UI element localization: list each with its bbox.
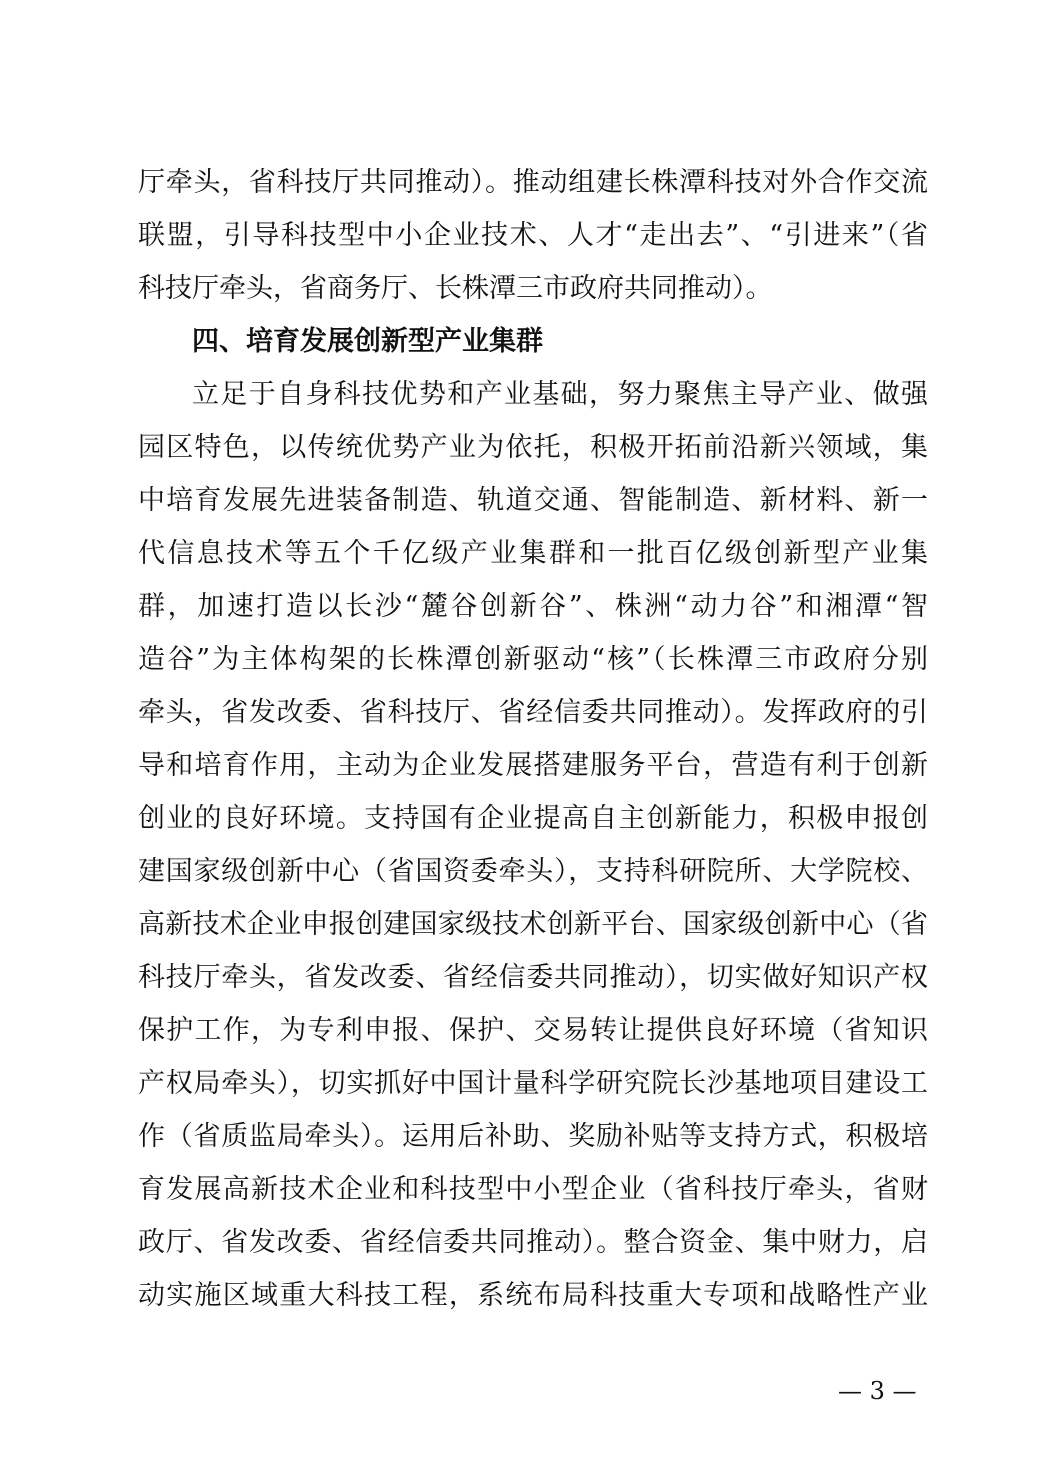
body-text	[138, 156, 928, 1322]
text-line: 作（省质监局牵头）。运用后补助、奖励补贴等支持方式，积极培	[138, 1121, 928, 1152]
text-line: 高新技术企业申报创建国家级技术创新平台、国家级创新中心（省	[138, 909, 928, 940]
section-heading: 四、培育发展创新型产业集群	[192, 326, 543, 357]
text-line: 动实施区域重大科技工程，系统布局科技重大专项和战略性产业	[138, 1280, 928, 1311]
text-line: 保护工作，为专利申报、保护、交易转让提供良好环境（省知识	[138, 1015, 928, 1046]
text-line: 群，加速打造以长沙“麓谷创新谷”、株洲“动力谷”和湘潭“智	[138, 591, 928, 622]
text-line: 园区特色，以传统优势产业为依托，积极开拓前沿新兴领域，集	[138, 432, 928, 463]
text-line: 政厅、省发改委、省经信委共同推动）。整合资金、集中财力，启	[138, 1227, 928, 1258]
text-line: 科技厅牵头，省发改委、省经信委共同推动），切实做好知识产权	[138, 962, 928, 993]
text-line: 牵头，省发改委、省科技厅、省经信委共同推动）。发挥政府的引	[138, 697, 928, 728]
text-line: 导和培育作用，主动为企业发展搭建服务平台，营造有利于创新	[138, 750, 928, 781]
text-line: 中培育发展先进装备制造、轨道交通、智能制造、新材料、新一	[138, 485, 928, 516]
text-line: 立足于自身科技优势和产业基础，努力聚焦主导产业、做强	[192, 379, 928, 410]
text-line: 育发展高新技术企业和科技型中小型企业（省科技厅牵头，省财	[138, 1174, 928, 1205]
text-line: 产权局牵头），切实抓好中国计量科学研究院长沙基地项目建设工	[138, 1068, 928, 1099]
text-line: 联盟，引导科技型中小企业技术、人才“走出去”、“引进来”（省	[138, 220, 928, 251]
text-line: 厅牵头，省科技厅共同推动）。推动组建长株潭科技对外合作交流	[138, 167, 928, 198]
text-line: 代信息技术等五个千亿级产业集群和一批百亿级创新型产业集	[138, 538, 928, 569]
text-line: 建国家级创新中心（省国资委牵头），支持科研院所、大学院校、	[138, 856, 928, 887]
text-line: 造谷”为主体构架的长株潭创新驱动“核”（长株潭三市政府分别	[138, 644, 928, 675]
text-line: 科技厅牵头，省商务厅、长株潭三市政府共同推动）。	[138, 273, 773, 304]
text-line: 创业的良好环境。支持国有企业提高自主创新能力，积极申报创	[138, 803, 928, 834]
page-number: — 3 —	[838, 1377, 917, 1405]
